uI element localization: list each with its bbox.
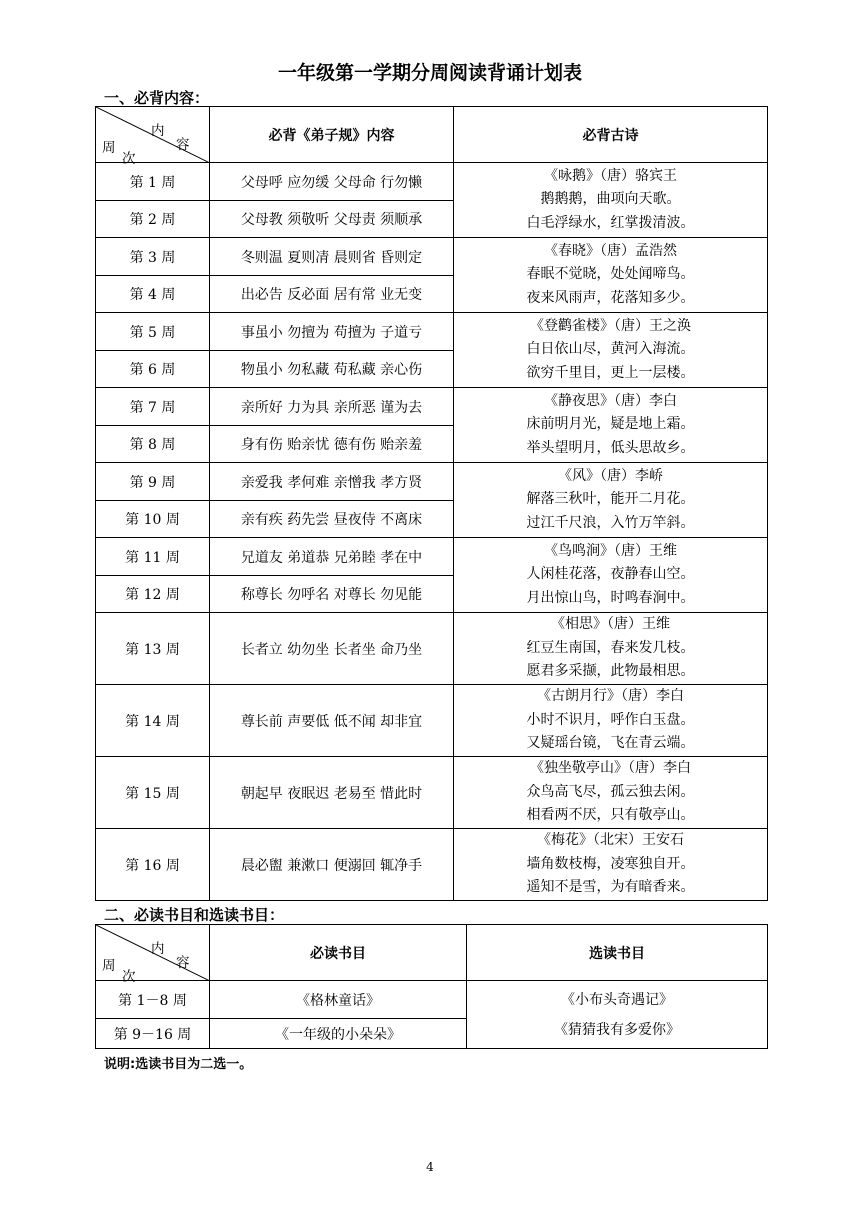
poem-line: 墙角数枝梅，凌寒独自开。: [526, 855, 695, 872]
table-row: [96, 757, 768, 829]
poem-line: 遥知不是雪，为有暗香来。: [526, 879, 695, 896]
poem-cell: [454, 538, 768, 613]
corner-label-zhou: 周: [102, 140, 116, 156]
poem-line: 春眠不觉晓，处处闻啼鸟。: [526, 266, 695, 283]
section2-heading: 二、必读书目和选读书目：: [104, 906, 285, 924]
poem-line: 人闲桂花落，夜静春山空。: [526, 566, 695, 583]
week-cell: 第 1 周: [96, 163, 210, 201]
week-cell: 第 11 周: [96, 538, 210, 576]
poem-line: 举头望明月，低头思故乡。: [526, 439, 695, 456]
corner-header-cell: [96, 107, 210, 167]
dizigui-cell: 出必告 反必面 居有常 业无变: [210, 276, 454, 313]
corner-label-rong: 容: [176, 137, 190, 153]
week-cell: 第 9 周: [96, 463, 210, 501]
note-text: 说明:选读书目为二选一。: [104, 1057, 253, 1072]
dizigui-cell: 亲爱我 孝何难 亲憎我 孝方贤: [210, 463, 454, 501]
optional-book: 《猜猜我有多爱你》: [554, 1021, 680, 1038]
corner-label-nei: 内: [151, 123, 165, 139]
table-row: [96, 685, 768, 757]
dizigui-cell: 尊长前 声要低 低不闻 却非宜: [210, 685, 454, 757]
dizigui-cell: 朝起早 夜眠迟 老易至 惜此时: [210, 757, 454, 829]
dizigui-cell: 父母呼 应勿缓 父母命 行勿懒: [210, 163, 454, 201]
poem-cell: [454, 685, 768, 757]
recitation-table: [95, 106, 768, 901]
poem-line: 鹅鹅鹅，曲项向天歌。: [540, 191, 681, 208]
poem-line: 解落三秋叶，能开二月花。: [526, 491, 695, 508]
poem-title: 《咏鹅》（唐）骆宾王: [544, 167, 677, 184]
table-row: [96, 463, 768, 501]
poem-title: 《鸟鸣涧》（唐）王维: [544, 542, 677, 559]
week-cell: 第 14 周: [96, 685, 210, 757]
required-book-cell: 《格林童话》: [210, 981, 467, 1019]
dizigui-cell: 亲所好 力为具 亲所恶 谨为去: [210, 388, 454, 426]
poem-line: 又疑瑶台镜，飞在青云端。: [526, 735, 695, 752]
table-header-row: [96, 107, 768, 163]
poem-title: 《梅花》（北宋）王安石: [537, 832, 684, 849]
week-cell: 第 4 周: [96, 276, 210, 313]
column-header-optional: 选读书目: [467, 925, 768, 981]
poem-title: 《相思》（唐）王维: [551, 616, 670, 633]
week-cell: 第 1－8 周: [96, 981, 210, 1019]
corner-label-rong: 容: [176, 955, 190, 971]
week-cell: 第 3 周: [96, 238, 210, 276]
poem-line: 愿君多采撷，此物最相思。: [526, 663, 695, 680]
week-cell: 第 7 周: [96, 388, 210, 426]
poem-title: 《古朗月行》（唐）李白: [537, 688, 684, 705]
corner-header-cell: [96, 925, 210, 985]
week-cell: 第 10 周: [96, 501, 210, 538]
poem-line: 红豆生南国，春来发几枝。: [526, 639, 695, 656]
poem-cell: [454, 463, 768, 538]
dizigui-cell: 身有伤 贻亲忧 德有伤 贻亲羞: [210, 426, 454, 463]
page-number: 4: [426, 1160, 434, 1174]
week-cell: 第 2 周: [96, 201, 210, 238]
poem-title: 《静夜思》（唐）李白: [544, 392, 677, 409]
poem-line: 月出惊山鸟，时鸣春涧中。: [526, 589, 695, 606]
column-header-dizigui: 必背《弟子规》内容: [210, 107, 454, 163]
poem-cell: [454, 388, 768, 463]
corner-label-nei: 内: [151, 941, 165, 957]
table-row: [96, 538, 768, 576]
table-row: [96, 613, 768, 685]
poem-cell: [454, 313, 768, 388]
poem-line: 床前明月光，疑是地上霜。: [526, 416, 695, 433]
poem-line: 相看两不厌，只有敬亭山。: [526, 807, 695, 824]
poem-title: 《独坐敬亭山》（唐）李白: [530, 760, 691, 777]
dizigui-cell: 事虽小 勿擅为 苟擅为 子道亏: [210, 313, 454, 351]
poem-line: 欲穷千里目，更上一层楼。: [526, 364, 695, 381]
table-row: [96, 981, 768, 1019]
poem-cell: [454, 829, 768, 901]
poem-line: 白毛浮绿水，红掌拨清波。: [526, 214, 695, 231]
week-cell: 第 9－16 周: [96, 1019, 210, 1049]
reading-list-table: [95, 924, 768, 1049]
week-cell: 第 13 周: [96, 613, 210, 685]
required-book-cell: 《一年级的小朵朵》: [210, 1019, 467, 1049]
table-row: [96, 388, 768, 426]
poem-line: 众鸟高飞尽，孤云独去闲。: [526, 783, 695, 800]
poem-cell: [454, 613, 768, 685]
dizigui-cell: 兄道友 弟道恭 兄弟睦 孝在中: [210, 538, 454, 576]
poem-cell: [454, 757, 768, 829]
dizigui-cell: 父母教 须敬听 父母责 须顺承: [210, 201, 454, 238]
table-row: [96, 829, 768, 901]
week-cell: 第 12 周: [96, 576, 210, 613]
week-cell: 第 6 周: [96, 351, 210, 388]
dizigui-cell: 长者立 幼勿坐 长者坐 命乃坐: [210, 613, 454, 685]
dizigui-cell: 冬则温 夏则凊 晨则省 昏则定: [210, 238, 454, 276]
corner-label-zhou: 周: [102, 958, 116, 974]
table-row: [96, 238, 768, 276]
optional-books-cell: [467, 981, 768, 1049]
table-row: [96, 163, 768, 201]
week-cell: 第 15 周: [96, 757, 210, 829]
dizigui-cell: 称尊长 勿呼名 对尊长 勿见能: [210, 576, 454, 613]
section1-heading: 一、必背内容：: [104, 89, 210, 107]
table-row: [96, 313, 768, 351]
poem-line: 夜来风雨声，花落知多少。: [526, 289, 695, 306]
optional-book: 《小布头奇遇记》: [561, 991, 673, 1008]
poem-line: 小时不识月，呼作白玉盘。: [526, 711, 695, 728]
poem-line: 过江千尺浪，入竹万竿斜。: [526, 514, 695, 531]
dizigui-cell: 晨必盥 兼漱口 便溺回 辄净手: [210, 829, 454, 901]
dizigui-cell: 亲有疾 药先尝 昼夜侍 不离床: [210, 501, 454, 538]
poem-title: 《登鹳雀楼》（唐）王之涣: [530, 317, 691, 334]
poem-title: 《风》（唐）李峤: [558, 467, 663, 484]
week-cell: 第 16 周: [96, 829, 210, 901]
page-title: 一年级第一学期分周阅读背诵计划表: [277, 62, 582, 84]
poem-line: 白日依山尽，黄河入海流。: [526, 341, 695, 358]
week-cell: 第 5 周: [96, 313, 210, 351]
poem-cell: [454, 163, 768, 238]
corner-label-ci: 次: [122, 151, 136, 167]
poem-cell: [454, 238, 768, 313]
column-header-poem: 必背古诗: [454, 107, 768, 163]
table2-header-row: [96, 925, 768, 981]
dizigui-cell: 物虽小 勿私藏 苟私藏 亲心伤: [210, 351, 454, 388]
week-cell: 第 8 周: [96, 426, 210, 463]
column-header-required: 必读书目: [210, 925, 467, 981]
poem-title: 《春晓》（唐）孟浩然: [544, 242, 677, 259]
corner-label-ci: 次: [122, 969, 136, 985]
